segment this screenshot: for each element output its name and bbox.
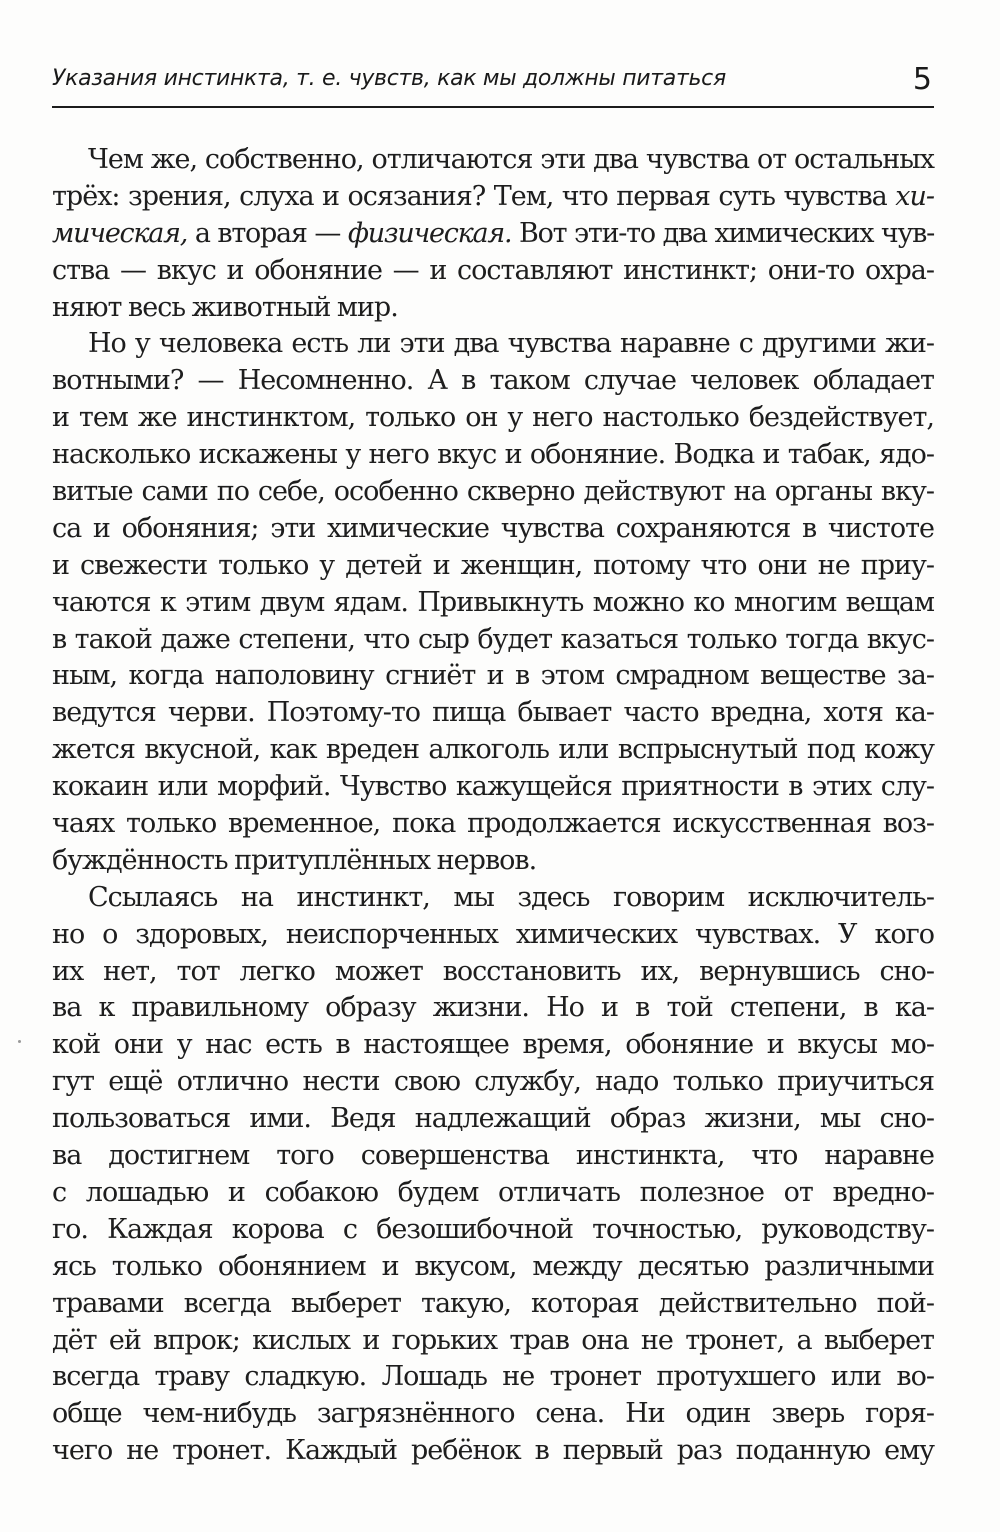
text-line: в такой даже степени, что сыр будет казаться только тогда вкус- xyxy=(52,623,934,655)
print-speck xyxy=(18,1040,21,1043)
italic-text-run: хи- xyxy=(895,180,934,212)
text-line: ва достигнем того совершенства инстинкта, что наравне xyxy=(52,1140,934,1172)
text-line: дёт ей впрок; кислых и горьких трав она не тронет, а выберет xyxy=(52,1324,934,1356)
text-line: ва к правильному образу жизни. Но и в той степени, в ка- xyxy=(52,992,934,1024)
text-line: кокаин или морфий. Чувство кажущейся приятности в этих слу- xyxy=(52,771,934,803)
text-line: с лошадью и собакою будем отличать полезное от вредно- xyxy=(52,1176,934,1208)
running-title: Указания инстинкта, т. е. чувств, как мы должны питаться xyxy=(52,66,726,91)
text-line: обще чем-нибудь загрязнённого сена. Ни один зверь горя- xyxy=(52,1398,934,1430)
text-line: витые сами по себе, особенно скверно действуют на органы вку- xyxy=(52,476,934,508)
text-line xyxy=(52,216,934,253)
text-line: Ссылаясь на инстинкт, мы здесь говорим исключитель- xyxy=(88,881,934,913)
text-line: ства — вкус и обоняние — и составляют инстинкт; они-то охра- xyxy=(52,254,934,286)
text-line: жется вкусной, как вреден алкоголь или вспрыснутый под кожу xyxy=(52,734,934,766)
text-line: пользоваться ими. Ведя надлежащий образ жизни, мы сно- xyxy=(52,1103,934,1135)
text-line: но о здоровых, неиспорченных химических чувствах. У кого xyxy=(52,918,934,950)
text-line: всегда траву сладкую. Лошадь не тронет протухшего или во- xyxy=(52,1361,934,1393)
italic-text-run: мическая, xyxy=(52,217,188,249)
text-line: чаются к этим двум ядам. Привыкнуть можно ко многим вещам xyxy=(52,586,934,618)
page-header xyxy=(52,64,934,108)
text-line: Чем же, собственно, отличаются эти два чувства от остальных xyxy=(88,144,934,175)
text-line: Но у человека есть ли эти два чувства наравне с другими жи- xyxy=(88,328,934,360)
text-line: го. Каждая корова с безошибочной точностью, руководству- xyxy=(52,1213,934,1245)
text-line xyxy=(52,179,934,216)
page-number: 5 xyxy=(912,62,932,97)
text-line: вотными? — Несомненно. А в таком случае человек обладает xyxy=(52,365,934,397)
italic-text-run: физическая. xyxy=(347,217,512,249)
text-line: и тем же инстинктом, только он у него настолько бездействует, xyxy=(52,402,934,434)
text-line: гут ещё отлично нести свою службу, надо только приучиться xyxy=(52,1066,934,1098)
text-line: буждённость притуплённых нервов. xyxy=(52,844,537,876)
text-line: чего не тронет. Каждый ребёнок в первый раз поданную ему xyxy=(52,1435,934,1467)
text-run: Вот эти-то два химических чув- xyxy=(511,217,934,249)
text-line: насколько искажены у него вкус и обоняние. Водка и табак, ядо- xyxy=(52,439,934,471)
text-line: чаях только временное, пока продолжается искусственная воз- xyxy=(52,808,934,840)
text-line: са и обоняния; эти химические чувства сохраняются в чистоте xyxy=(52,512,934,544)
text-line: кой они у нас есть в настоящее время, обоняние и вкусы мо- xyxy=(52,1029,934,1061)
text-line: травами всегда выберет такую, которая действительно пой- xyxy=(52,1287,934,1319)
text-line: их нет, тот легко может восстановить их, вернувшись сно- xyxy=(52,955,934,987)
text-run: трёх: зрения, слуха и осязания? Тем, что первая суть чувства xyxy=(52,180,896,212)
text-line: ясь только обонянием и вкусом, между десятью различными xyxy=(52,1250,934,1282)
body-text xyxy=(52,142,934,1470)
text-run: а вторая — xyxy=(187,217,348,249)
text-line: ным, когда наполовину сгниёт и в этом смрадном веществе за- xyxy=(52,660,934,692)
text-line: и свежести только у детей и женщин, потому что они не приу- xyxy=(52,549,934,581)
text-line: няют весь животный мир. xyxy=(52,291,398,323)
text-line: ведутся черви. Поэтому-то пища бывает часто вредна, хотя ка- xyxy=(52,697,934,729)
